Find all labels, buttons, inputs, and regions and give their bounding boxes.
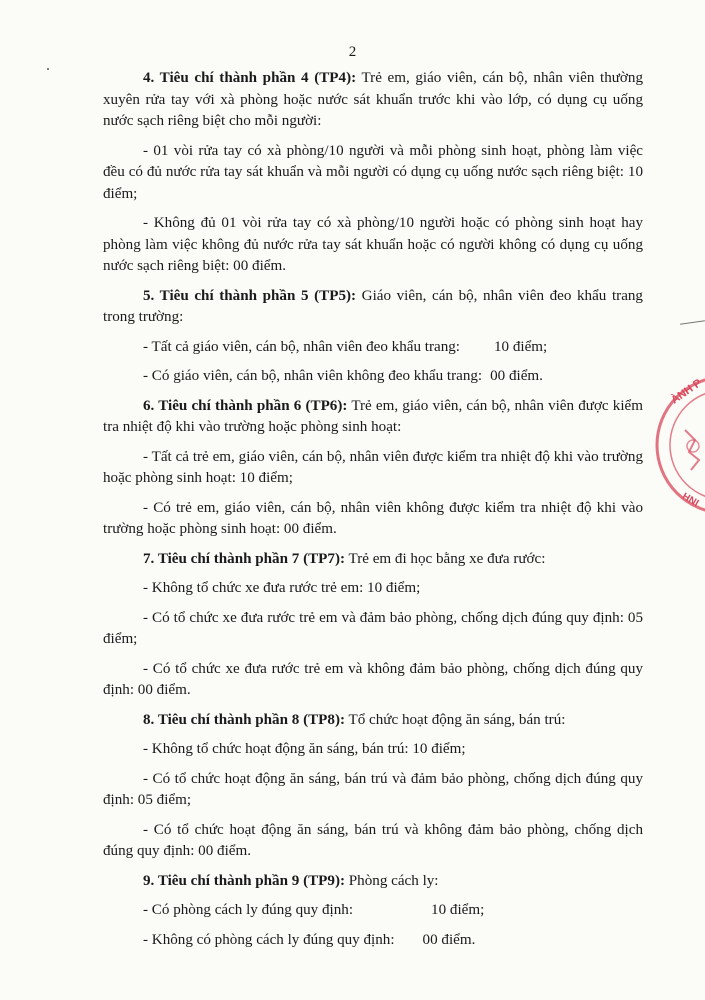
section-heading [103, 549, 643, 571]
section-tp6 [103, 396, 643, 541]
criterion-item: - 01 vòi rửa tay có xà phòng/10 người và mỗi phòng sinh hoạt, phòng làm việc đều có đủ nước rửa tay sát khuẩn và mỗi người có dụng cụ uống nước sạch riêng biệt: 10 điểm; [103, 142, 643, 202]
section-title: 4. Tiêu chí thành phần 4 (TP4): [143, 70, 357, 86]
section-description: Trẻ em, giáo viên, cán bộ, nhân viên được kiểm tra nhiệt độ khi vào trường hoặc phòng sinh hoạt: [103, 397, 643, 435]
criterion-item: - Có tổ chức xe đưa rước trẻ em và đảm bảo phòng, chống dịch đúng quy định: 05 điểm; [103, 609, 643, 647]
criterion-item: - Có trẻ em, giáo viên, cán bộ, nhân viên không được kiểm tra nhiệt độ khi vào trường hoặc phòng sinh hoạt: 00 điểm. [103, 499, 643, 537]
section-tp7 [103, 549, 643, 702]
section-heading [103, 286, 643, 329]
section-tp8 [103, 710, 643, 863]
criterion-text: - Có giáo viên, cán bộ, nhân viên không đeo khẩu trang: [143, 368, 483, 384]
official-stamp [655, 370, 705, 520]
section-heading [103, 396, 643, 439]
section-tp4 [103, 68, 643, 278]
section-title: 5. Tiêu chí thành phần 5 (TP5): [143, 287, 357, 304]
document-body [103, 68, 643, 959]
stamp-text-top: ÀNH P [669, 377, 705, 407]
criterion-item [103, 930, 643, 952]
section-heading [103, 871, 643, 893]
stamp-text-bottom: HNI [680, 491, 701, 510]
criterion-text: - Có phòng cách ly đúng quy định: [143, 902, 354, 918]
criterion-item [103, 366, 643, 388]
section-tp9 [103, 871, 643, 952]
section-heading [103, 710, 643, 732]
criterion-text: - Tất cả giáo viên, cán bộ, nhân viên đeo khẩu trang: [143, 338, 460, 355]
criterion-text: - Không có phòng cách ly đúng quy định: [143, 931, 395, 948]
section-title: 6. Tiêu chí thành phần 6 (TP6): [143, 397, 348, 414]
section-description: Phòng cách ly: [345, 872, 439, 889]
criterion-item: - Có tổ chức hoạt động ăn sáng, bán trú và đảm bảo phòng, chống dịch đúng quy định: 05 điểm; [103, 770, 643, 808]
section-description: Trẻ em đi học bằng xe đưa rước: [345, 550, 546, 567]
criterion-item: - Có tổ chức xe đưa rước trẻ em và không đảm bảo phòng, chống dịch đúng quy định: 00 điểm. [103, 660, 643, 698]
stamp-graphic [655, 370, 705, 520]
criterion-item: - Có tổ chức hoạt động ăn sáng, bán trú và không đảm bảo phòng, chống dịch đúng quy định: 00 điểm. [103, 821, 643, 859]
section-description: Trẻ em, giáo viên, cán bộ, nhân viên thường xuyên rửa tay với xà phòng hoặc nước sát khuẩn trước khi vào lớp, có dụng cụ uống nước sạch riêng biệt cho mỗi người: [103, 70, 643, 129]
criterion-item: - Tất cả trẻ em, giáo viên, cán bộ, nhân viên được kiểm tra nhiệt độ khi vào trường hoặc phòng sinh hoạt: 10 điểm; [103, 448, 643, 486]
criterion-score: 10 điểm; [431, 902, 485, 918]
section-description: Tổ chức hoạt động ăn sáng, bán trú: [345, 711, 566, 728]
section-description: Giáo viên, cán bộ, nhân viên đeo khẩu trang trong trường: [103, 287, 643, 325]
section-title: 9. Tiêu chí thành phần 9 (TP9): [143, 872, 346, 889]
section-title: 8. Tiêu chí thành phần 8 (TP8): [143, 711, 346, 728]
criterion-item: - Không tổ chức hoạt động ăn sáng, bán trú: 10 điểm; [143, 741, 466, 757]
criterion-item [103, 337, 643, 359]
section-heading [103, 68, 643, 133]
page-number: 2 [348, 44, 357, 60]
criterion-item [103, 900, 643, 922]
criterion-score: 10 điểm; [494, 338, 548, 355]
criterion-item: - Không tổ chức xe đưa rước trẻ em: 10 điểm; [143, 580, 421, 596]
criterion-score: 00 điểm. [490, 368, 543, 384]
pen-mark [680, 320, 705, 324]
criterion-item: - Không đủ 01 vòi rửa tay có xà phòng/10 người hoặc có phòng sinh hoạt hay phòng làm việc không đủ nước rửa tay sát khuẩn hoặc có người không có dụng cụ uống nước sạch riêng biệt: 00 điểm. [103, 215, 643, 274]
section-tp5 [103, 286, 643, 388]
section-title: 7. Tiêu chí thành phần 7 (TP7): [143, 550, 346, 567]
criterion-score: 00 điểm. [422, 931, 476, 948]
scan-speck [47, 68, 49, 70]
